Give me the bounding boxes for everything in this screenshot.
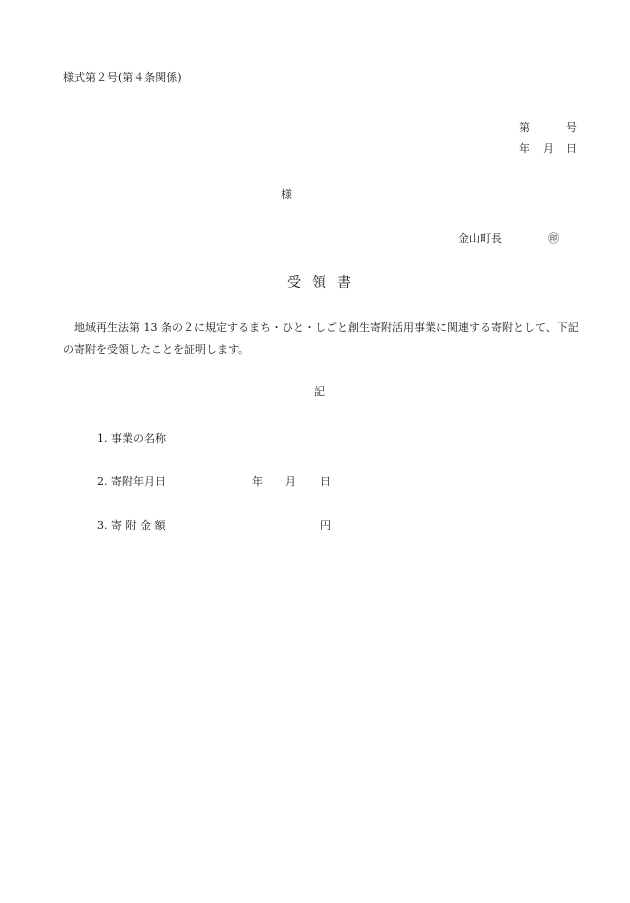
item-donation-date: 2. 寄附年月日 [97, 475, 166, 488]
amount-unit: 円 [320, 519, 331, 532]
item-donation-amount: 3. 寄 附 金 額 [97, 519, 166, 532]
donation-date-day: 日 [320, 475, 331, 488]
document-title: 受領書 [287, 275, 362, 291]
issue-date-year: 年 [519, 142, 530, 155]
form-number-label: 様式第２号(第４条関係) [63, 71, 182, 84]
document-number-suffix: 号 [566, 121, 577, 134]
issuer-name: 金山町長 [458, 232, 502, 245]
donation-date-month: 月 [285, 475, 296, 488]
donation-date-year: 年 [252, 475, 263, 488]
document-number-label: 第 [519, 121, 530, 134]
addressee-suffix: 様 [281, 188, 292, 201]
issue-date-month: 月 [543, 142, 554, 155]
ki-heading: 記 [314, 385, 325, 398]
seal-mark: ㊞ [548, 232, 559, 245]
body-text: 地域再生法第 13 条の２に規定するまち・ひと・しごと創生寄附活用事業に関連する寄附として、下記の寄附を受領したことを証明します。 [63, 321, 579, 356]
issue-date-day: 日 [566, 142, 577, 155]
item-project-name: 1. 事業の名称 [97, 432, 166, 445]
